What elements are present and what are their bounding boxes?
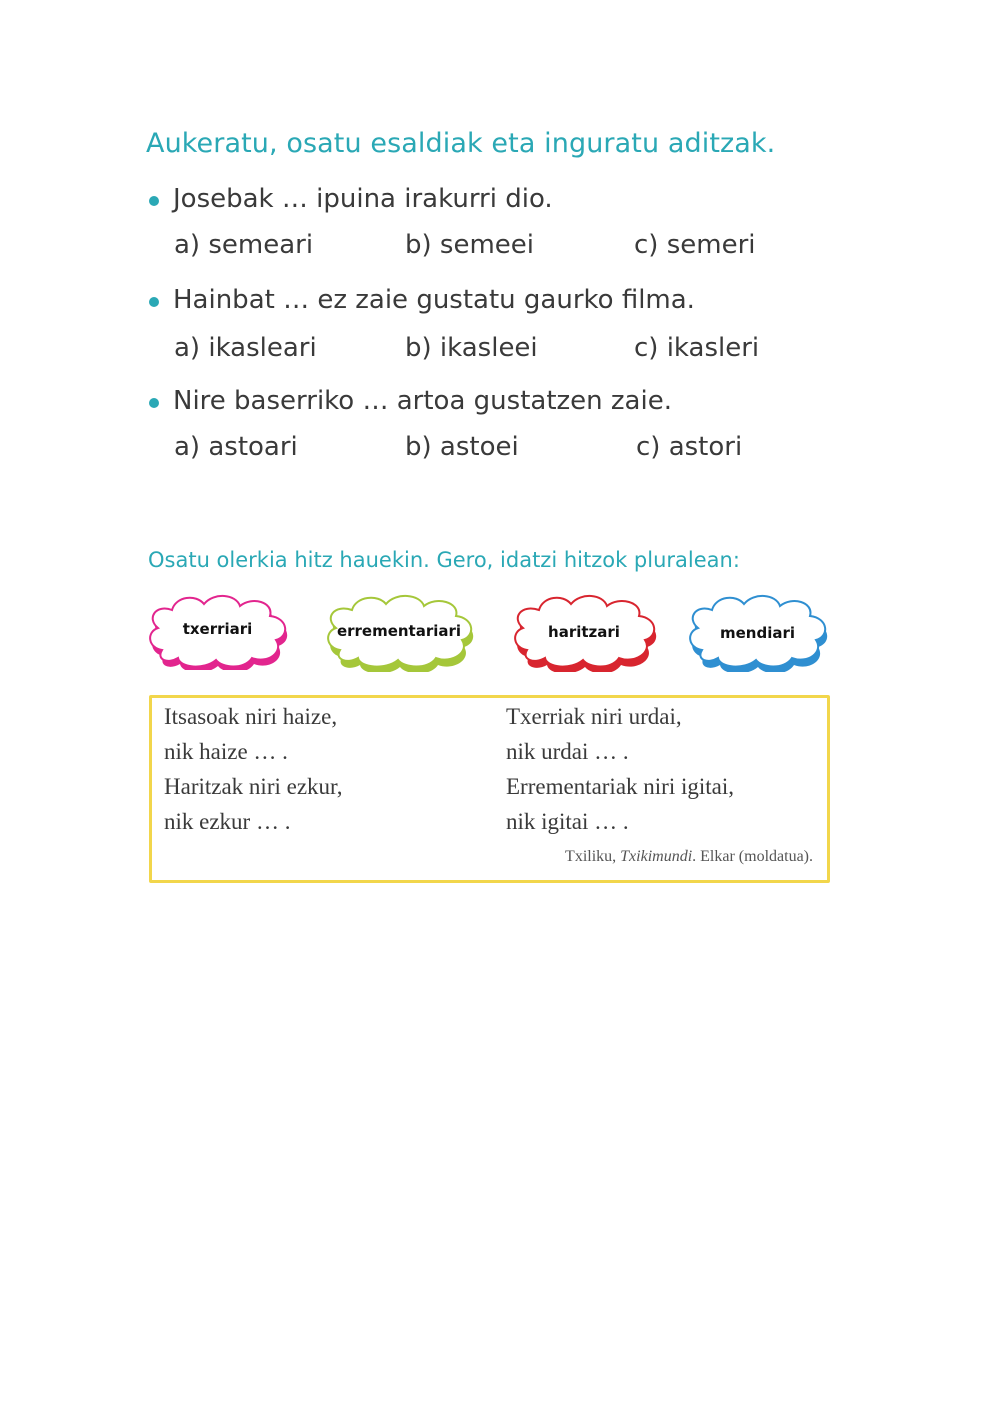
word-label: errementariari — [336, 622, 462, 640]
poem-line: Haritzak niri ezkur, — [164, 774, 343, 799]
option-b[interactable]: b) ikasleei — [405, 333, 538, 363]
poem-line: nik haize … . — [164, 739, 288, 764]
word-label: txerriari — [182, 620, 253, 638]
bullet-icon — [149, 398, 159, 408]
poem-line: Txerriak niri urdai, — [506, 704, 682, 729]
exercise1-title: Aukeratu, osatu esaldiak eta inguratu aditzak. — [146, 128, 776, 159]
source-author: Txiliku, — [565, 848, 621, 865]
poem-line: nik urdai … . — [506, 739, 629, 764]
option-b[interactable]: b) astoei — [405, 432, 519, 462]
word-cloud-haritzari[interactable] — [505, 588, 663, 672]
option-b[interactable]: b) semeei — [405, 230, 534, 260]
option-a[interactable]: a) ikasleari — [174, 333, 317, 363]
bullet-icon — [149, 196, 159, 206]
question-text: Josebak … ipuina irakurri dio. — [173, 184, 553, 214]
option-a[interactable]: a) astoari — [174, 432, 298, 462]
word-label: haritzari — [548, 623, 620, 641]
poem-source — [565, 848, 813, 866]
option-c[interactable]: c) astori — [636, 432, 743, 462]
option-c[interactable]: c) semeri — [634, 230, 756, 260]
source-title: Txikimundi — [620, 848, 693, 865]
poem-line: Errementariak niri igitai, — [506, 774, 734, 799]
question-text: Nire baserriko … artoa gustatzen zaie. — [173, 386, 672, 416]
question-text: Hainbat … ez zaie gustatu gaurko filma. — [173, 285, 695, 315]
word-cloud-mendiari[interactable] — [680, 588, 835, 672]
word-cloud-errementariari[interactable] — [318, 588, 480, 672]
word-cloud-txerriari[interactable] — [140, 588, 295, 670]
option-a[interactable]: a) semeari — [174, 230, 314, 260]
exercise2-title: Osatu olerkia hitz hauekin. Gero, idatzi hitzok pluralean: — [148, 548, 740, 572]
word-label: mendiari — [719, 624, 796, 642]
poem-line: Itsasoak niri haize, — [164, 704, 338, 729]
source-publisher: . Elkar (moldatua). — [692, 848, 813, 865]
option-c[interactable]: c) ikasleri — [634, 333, 760, 363]
poem-line: nik ezkur … . — [164, 809, 291, 834]
poem-line: nik igitai … . — [506, 809, 629, 834]
poem-box — [149, 695, 830, 883]
bullet-icon — [149, 297, 159, 307]
